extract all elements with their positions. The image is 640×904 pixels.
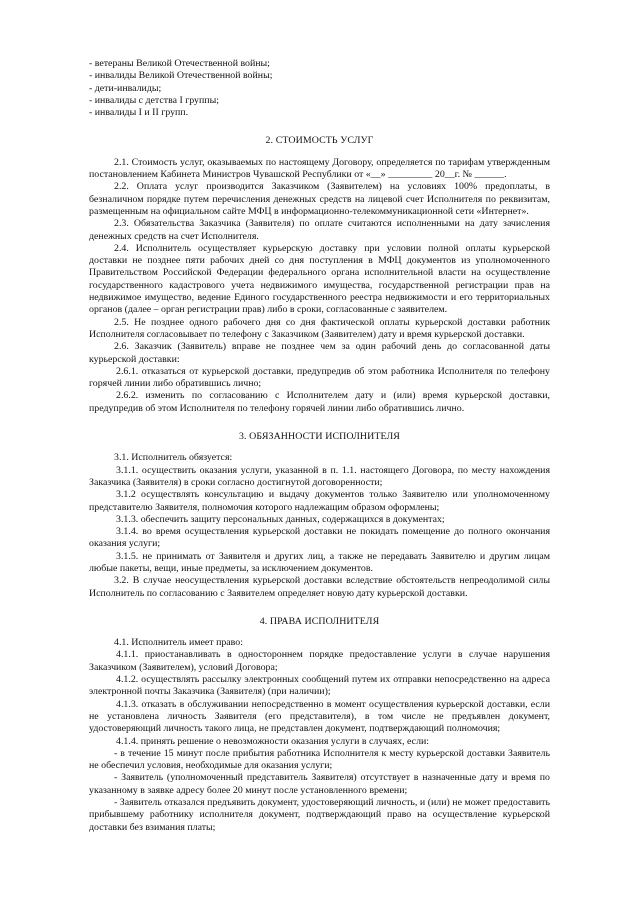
list-item: - дети-инвалиды; bbox=[89, 82, 162, 94]
section-obligations bbox=[89, 452, 550, 600]
paragraph: 2.6. Заказчик (Заявитель) вправе не позднее чем за один рабочий день до согласованной даты курьерской доставки: bbox=[89, 341, 550, 365]
list-item: - ветераны Великой Отечественной войны; bbox=[89, 58, 270, 69]
paragraph: 4.1.1. приостанавливать в одностороннем порядке предоставление услуги в случае нарушения Заказчиком (Заявителем), условий Договора; bbox=[89, 649, 550, 673]
paragraph: 3.1.1. осуществить оказания услуги, указанной в п. 1.1. настоящего Договора, по месту нахождения Заказчика (Заявителя) в сроки согласно достигнутой договоренности; bbox=[89, 464, 550, 488]
paragraph: 2.4. Исполнитель осуществляет курьерскую доставку при условии полной оплаты курьерской доставки не позднее пяти рабочих дней со дня поступления в МФЦ документов из уполномоченного Правительством Российской Федерации федерального органа исполнительной власти на осуществление государственного кадастрового учета недвижимого имущества, государственной регистрации прав на недвижимое имущество, ведение Единого государственного реестра недвижимости и его территориальных органов (далее – орган регистрации прав) либо в сроки, согласованные с заявителем. bbox=[89, 242, 550, 316]
paragraph: 2.6.1. отказаться от курьерской доставки, предупредив об этом работника Исполнителя по телефону горячей линии либо обратившись лично; bbox=[89, 365, 550, 390]
section-heading-obligations: 3. ОБЯЗАННОСТИ ИСПОЛНИТЕЛЯ bbox=[238, 431, 400, 443]
section-heading-cost: 2. СТОИМОСТЬ УСЛУГ bbox=[265, 135, 374, 147]
list-item: - инвалиды Великой Отечественной войны; bbox=[89, 70, 273, 82]
paragraph: 4.1.3. отказать в обслуживании непосредственно в момент осуществления курьерской доставки, если не установлена личность Заявителя (его представителя), в том числе не предъявлен документ, удостоверяющий личность такого лица, не представлен документ, подтверждающий полномочия; bbox=[89, 698, 550, 735]
paragraph: 3.1. Исполнитель обязуется: bbox=[114, 452, 233, 464]
section-heading-rights: 4. ПРАВА ИСПОЛНИТЕЛЯ bbox=[259, 615, 380, 627]
paragraph: 2.1. Стоимость услуг, оказываемых по настоящему Договору, определяется по тарифам утвержденным постановлением Кабинета Министров Чувашской Республики от «__» _________ 20__г. № ______. bbox=[89, 156, 550, 181]
paragraph: - Заявитель (уполномоченный представитель Заявителя) отсутствует в назначенные дату и время по указанному в заявке адресу более 20 минут после установленного времени; bbox=[89, 772, 550, 796]
paragraph: 3.1.2 осуществлять консультацию и выдачу документов только Заявителю или уполномоченному представителю Заявителя, полномочия которого надлежащим образом оформлены; bbox=[89, 489, 550, 513]
paragraph: 4.1. Исполнитель имеет право: bbox=[114, 637, 243, 649]
list-item: - инвалиды с детства I группы; bbox=[89, 94, 219, 106]
paragraph: 2.3. Обязательства Заказчика (Заявителя) по оплате считаются исполненными на дату зачисления денежных средств на счет Исполнителя. bbox=[89, 218, 550, 242]
section-rights bbox=[89, 637, 550, 834]
paragraph: 3.1.5. не принимать от Заявителя и других лиц, а также не передавать Заявителю и другим лицам любые пакеты, вещи, иные предметы, за исключением документов. bbox=[89, 550, 550, 574]
paragraph: - в течение 15 минут после прибытия работника Исполнителя к месту курьерской доставки Заявитель не обеспечил условия, необходимые для оказания услуги; bbox=[89, 747, 550, 772]
list-item: - инвалиды I и II групп. bbox=[89, 107, 189, 119]
paragraph: 2.2. Оплата услуг производится Заказчиком (Заявителем) на условиях 100% предоплаты, в безналичном порядке путем перечисления денежных средств на лицевой счет Исполнителя по реквизитам, размещенным на официальном сайте МФЦ в информационно-телекоммуникационной сети «Интернет». bbox=[89, 181, 550, 217]
paragraph: 3.1.4. во время осуществления курьерской доставки не покидать помещение до полного окончания оказания услуги; bbox=[89, 526, 550, 550]
section-cost bbox=[89, 157, 550, 415]
paragraph: 3.1.3. обеспечить защиту персональных данных, содержащихся в документах; bbox=[116, 513, 445, 525]
paragraph: 4.1.2. осуществлять рассылку электронных сообщений путем их отправки непосредственно на адреса электронной почты Заказчика (Заявителя) (при наличии); bbox=[89, 674, 550, 698]
paragraph: 4.1.4. принять решение о невозможности оказания услуги в случаях, если: bbox=[116, 735, 430, 747]
paragraph: 2.5. Не позднее одного рабочего дня со дня фактической оплаты курьерской доставки работник Исполнителя согласовывает по телефону с Заказчиком (Заявителем) дату и время курьерской доставки. bbox=[89, 316, 550, 340]
beneficiary-list bbox=[89, 58, 550, 119]
paragraph: 2.6.2. изменить по согласованию с Исполнителем дату и (или) время курьерской доставки, предупредив об этом Исполнителя по телефону горячей линии либо обратившись лично. bbox=[89, 390, 550, 414]
paragraph: 3.2. В случае неосуществления курьерской доставки вследствие обстоятельств непреодолимой силы Исполнитель по согласованию с Заявителем определяет новую дату курьерской доставки. bbox=[89, 575, 550, 599]
paragraph: - Заявитель отказался предъявить документ, удостоверяющий личность, и (или) не может предоставить прибывшему работнику исполнителя документ, подтверждающий право на осуществление курьерской доставки без взимания платы; bbox=[89, 797, 550, 833]
